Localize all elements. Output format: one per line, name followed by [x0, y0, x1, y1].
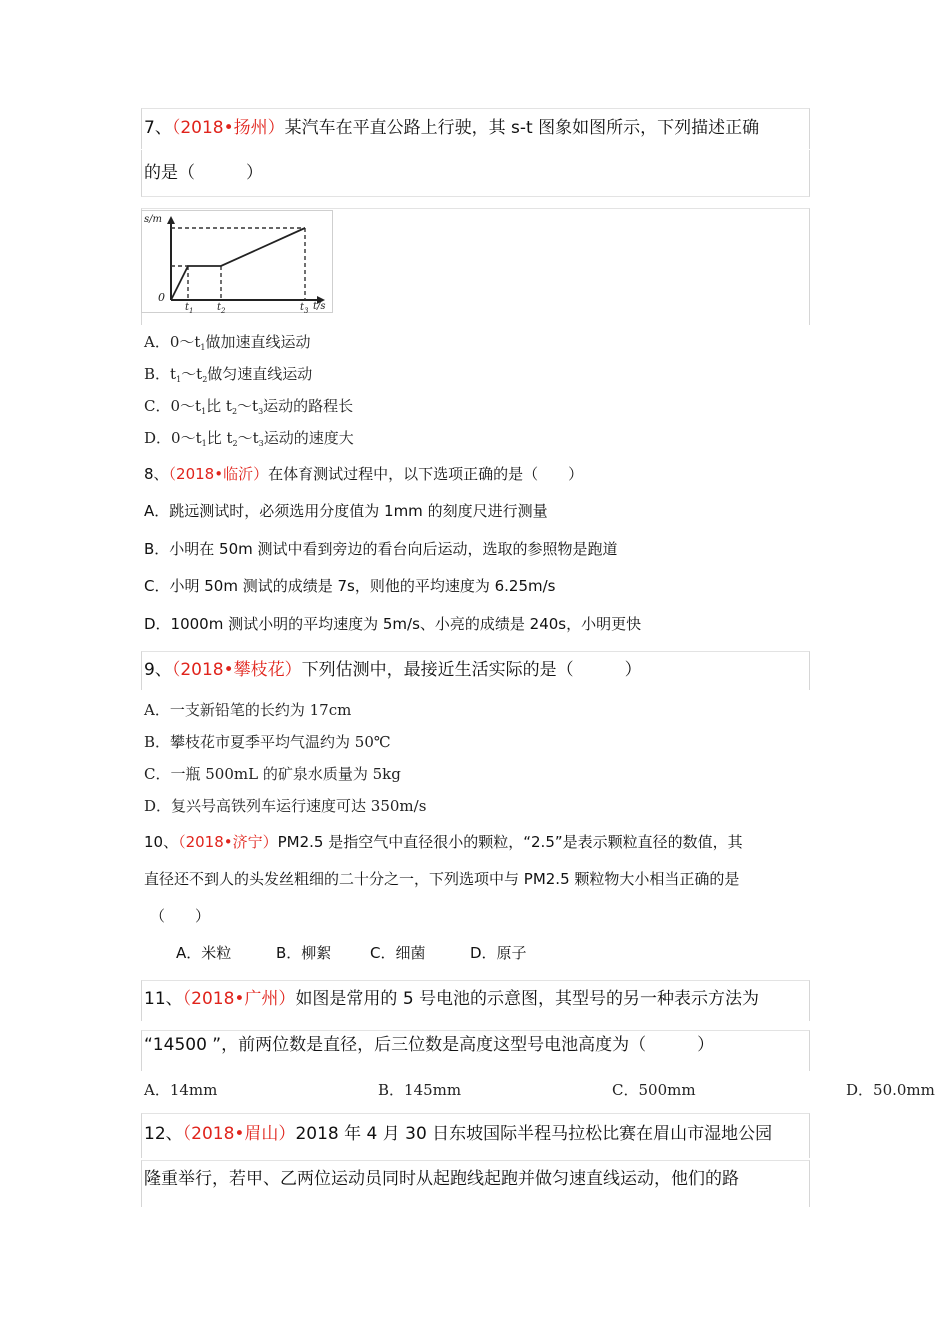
q9-option-d[interactable]: D．复兴号高铁列车运行速度可达 350m/s — [144, 797, 427, 815]
graph-y-label: s/m — [144, 214, 162, 225]
graph-st-line — [171, 228, 305, 300]
q7-option-b[interactable]: B．$t_1\sim t_2$做匀速直线运动 — [144, 365, 313, 384]
q10-stem-line1 — [144, 831, 743, 853]
q11-option-b[interactable]: B．145mm — [378, 1081, 462, 1099]
q8-number: 8、 — [144, 465, 169, 483]
q8-stem-text: 在体育测试过程中，以下选项正确的是（ ） — [268, 465, 584, 483]
q9-stem — [144, 659, 642, 681]
q12-stem-line1 — [144, 1123, 772, 1145]
q8-stem — [144, 463, 583, 485]
q7-number: 7、 — [144, 118, 172, 138]
q8-source-tag: （2018•临沂） — [168, 465, 269, 483]
q8-option-a[interactable]: A．跳远测试时，必须选用分度值为 1mm 的刻度尺进行测量 — [144, 502, 548, 520]
q9-option-b[interactable]: B．攀枝花市夏季平均气温约为 50℃ — [144, 733, 391, 751]
q10-source-tag: （2018•济宁） — [178, 833, 278, 851]
q11-number: 11、 — [144, 989, 183, 1009]
q9-option-c[interactable]: C．一瓶 500mL 的矿泉水质量为 5kg — [144, 765, 401, 783]
graph-t1-label: $t_1$ — [185, 302, 194, 314]
q11-stem-text: 如图是常用的 5 号电池的示意图，其型号的另一种表示方法为 — [295, 989, 760, 1009]
q7-option-a[interactable]: A．$0\sim t_1$做加速直线运动 — [144, 333, 311, 352]
q9-number: 9、 — [144, 660, 172, 680]
q7-stem-line1 — [144, 117, 759, 139]
q9-option-a[interactable]: A．一支新铅笔的长约为 17cm — [144, 701, 352, 719]
q11-stem-line2: “14500 ”，前两位数是直径，后三位数是高度这型号电池高度为（ ） — [144, 1035, 715, 1055]
q7-option-c[interactable]: C．$0\sim t_1$比 $t_2\sim t_3$运动的路程长 — [144, 397, 354, 416]
q11-stem-line1 — [144, 988, 759, 1010]
graph-t2-label: $t_2$ — [217, 302, 226, 314]
q12-number: 12、 — [144, 1124, 183, 1144]
q10-stem-line3: （ ） — [150, 907, 211, 925]
q10-stem-text: PM2.5 是指空气中直径很小的颗粒，“2.5”是表示颗粒直径的数值，其 — [277, 833, 743, 851]
q8-option-b[interactable]: B．小明在 50m 测试中看到旁边的看台向后运动，选取的参照物是跑道 — [144, 540, 618, 558]
q7-source-tag: （2018•扬州） — [171, 118, 285, 138]
q11-option-c[interactable]: C．500mm — [612, 1081, 696, 1099]
q9-source-tag: （2018•攀枝花） — [171, 660, 302, 680]
q10-number: 10、 — [144, 833, 179, 851]
q9-stem-text: 下列估测中，最接近生活实际的是（ ） — [301, 660, 642, 680]
q11-options — [144, 1079, 934, 1101]
graph-y-arrow — [167, 216, 175, 224]
q10-option-c[interactable]: C．细菌 — [370, 944, 426, 962]
q10-option-b[interactable]: B．柳絮 — [276, 944, 332, 962]
q8-option-d[interactable]: D．1000m 测试小明的平均速度为 5m/s、小亮的成绩是 240s，小明更快 — [144, 615, 642, 633]
q8-option-c[interactable]: C．小明 50m 测试的成绩是 7s，则他的平均速度为 6.25m/s — [144, 577, 556, 595]
q10-option-d[interactable]: D．原子 — [470, 944, 527, 962]
q10-option-a[interactable]: A．米粒 — [176, 944, 232, 962]
q7-stem-text: 某汽车在平直公路上行驶，其 s-t 图象如图所示，下列描述正确 — [284, 118, 760, 138]
graph-origin-label: 0 — [158, 291, 165, 304]
q7-option-d[interactable]: D．$0\sim t_1$比 $t_2\sim t_3$运动的速度大 — [144, 429, 354, 448]
graph-x-label: t/s — [313, 301, 326, 312]
graph-t3-label: $t_3$ — [300, 302, 309, 314]
q11-option-a[interactable]: A．14mm — [144, 1081, 218, 1099]
q12-stem-text: 2018 年 4 月 30 日东坡国际半程马拉松比赛在眉山市湿地公园 — [295, 1124, 773, 1144]
q10-stem-line2: 直径还不到人的头发丝粗细的二十分之一，下列选项中与 PM2.5 颗粒物大小相当正确的是 — [144, 870, 740, 888]
q7-st-graph — [141, 210, 335, 314]
q12-source-tag: （2018•眉山） — [182, 1124, 296, 1144]
q7-stem-line2: 的是（ ） — [144, 163, 263, 183]
q11-source-tag: （2018•广州） — [182, 989, 296, 1009]
q11-option-d[interactable]: D．50.0mm — [846, 1081, 935, 1099]
q12-stem-line2: 隆重举行，若甲、乙两位运动员同时从起跑线起跑并做匀速直线运动，他们的路 — [144, 1169, 739, 1189]
